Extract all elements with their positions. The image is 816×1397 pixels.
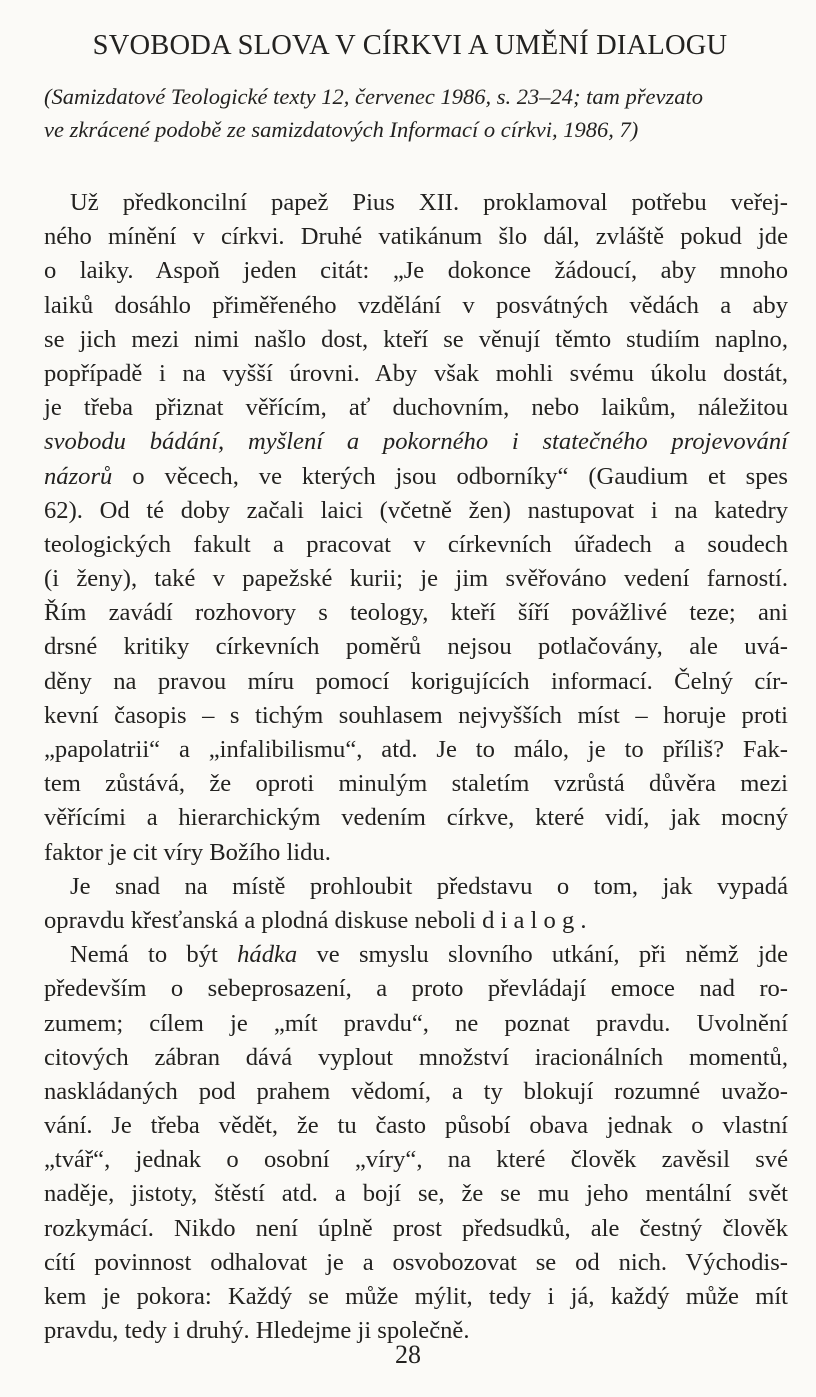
italic-phrase: svobodu bádání, myšlení a pokorného i statečného projevování	[44, 428, 788, 456]
text-line: naděje, jistoty, štěstí atd. a bojí se, že se mu jeho mentální svět	[44, 1180, 788, 1208]
text-line: děny na pravou míru pomocí korigujících informací. Čelný cír-	[44, 667, 788, 695]
text-line: tem zůstává, že oproti minulým staletím vzrůstá důvěra mezi	[44, 770, 788, 798]
page-number: 28	[395, 1340, 421, 1369]
text-line: (i ženy), také v papežské kurii; je jim svěřováno vedení farností.	[44, 565, 788, 593]
text-line: „tvář“, jednak o osobní „víry“, na které člověk zavěsil své	[44, 1146, 788, 1174]
text-line: Je snad na místě prohloubit představu o tom, jak vypadá	[70, 872, 788, 900]
text-line: Řím zavádí rozhovory s teology, kteří šíří povážlivé teze; ani	[44, 599, 788, 627]
text-line: kevní časopis – s tichým souhlasem nejvyšších míst – horuje proti	[44, 701, 788, 729]
text-line: popřípadě i na vyšší úrovni. Aby však mohli svému úkolu dostát,	[44, 359, 788, 387]
text-line: faktor je cit víry Božího lidu.	[44, 838, 331, 866]
source-note	[44, 80, 784, 146]
text-line: rozkymácí. Nikdo není úplně prost předsudků, ale čestný člověk	[44, 1214, 788, 1242]
text-line	[44, 938, 788, 972]
body-text	[44, 186, 788, 1348]
chapter-title: SVOBODA SLOVA V CÍRKVI A UMĚNÍ DIALOGU	[92, 30, 728, 61]
source-line: (Samizdatové Teologické texty 12, červenec 1986, s. 23–24; tam převzato	[44, 84, 703, 109]
line-text: o věcech, ve kterých jsou odborníky“ (Gaudium et spes	[132, 462, 789, 490]
italic-phrase: názorů	[44, 462, 133, 490]
text-line: o laiky. Aspoň jeden citát: „Je dokonce žádoucí, aby mnoho	[44, 257, 788, 285]
text-line: je třeba přiznat věřícím, ať duchovním, nebo laikům, náležitou	[44, 394, 788, 422]
text-line: Už předkoncilní papež Pius XII. proklamoval potřebu veřej-	[70, 189, 788, 216]
text-line: kem je pokora: Každý se může mýlit, tedy i já, každý může mít	[44, 1283, 788, 1310]
text-line: se jich mezi nimi našlo dost, kteří se věnují těmto studiím naplno,	[44, 325, 788, 353]
text-line: teologických fakult a pracovat v církevních úřadech a soudech	[44, 530, 788, 558]
text-line: laiků dosáhlo přiměřeného vzdělání v posvátných vědách a aby	[44, 291, 788, 319]
line-text: to být hádka ve smyslu slovního utkání, při němž jde	[128, 941, 788, 969]
source-line: ve zkrácené podobě ze samizdatových Informací o církvi, 1986, 7)	[44, 117, 639, 142]
text-line: 62). Od té doby začali laici (včetně žen) nastupovat i na katedry	[44, 496, 788, 524]
text-line: opravdu křesťanská a plodná diskuse neboli d i a l o g .	[44, 906, 587, 934]
text-line: citových zábran dává vyplout množství iracionálních momentů,	[44, 1043, 788, 1071]
text-line	[44, 460, 788, 494]
text-line: vání. Je třeba vědět, že tu často působí obava jednak o vlastní	[44, 1112, 788, 1140]
text-line: především o sebeprosazení, a proto převládají emoce nad ro-	[44, 975, 788, 1003]
text-line: naskládaných pod prahem vědomí, a ty blokují rozumné uvažo-	[44, 1077, 788, 1105]
text-line: ného mínění v církvi. Druhé vatikánum šlo dál, zvláště pokud jde	[44, 223, 788, 251]
line-text: Nemá	[70, 941, 129, 969]
text-line	[44, 425, 788, 459]
text-line: zumem; cílem je „mít pravdu“, ne poznat pravdu. Uvolnění	[44, 1009, 788, 1037]
italic-word: hádka	[237, 941, 298, 969]
text-line: věřícími a hierarchickým vedením církve, které vidí, jak mocný	[44, 804, 788, 832]
text-line: pravdu, tedy i druhý. Hledejme ji společně.	[44, 1317, 470, 1345]
text-line: cítí povinnost odhalovat je a osvobozovat se od nich. Východis-	[44, 1248, 788, 1276]
text-line: „papolatrii“ a „infalibilismu“, atd. Je to málo, je to příliš? Fak-	[44, 736, 788, 763]
text-line: drsné kritiky církevních poměrů nejsou potlačovány, ale uvá-	[44, 633, 788, 661]
